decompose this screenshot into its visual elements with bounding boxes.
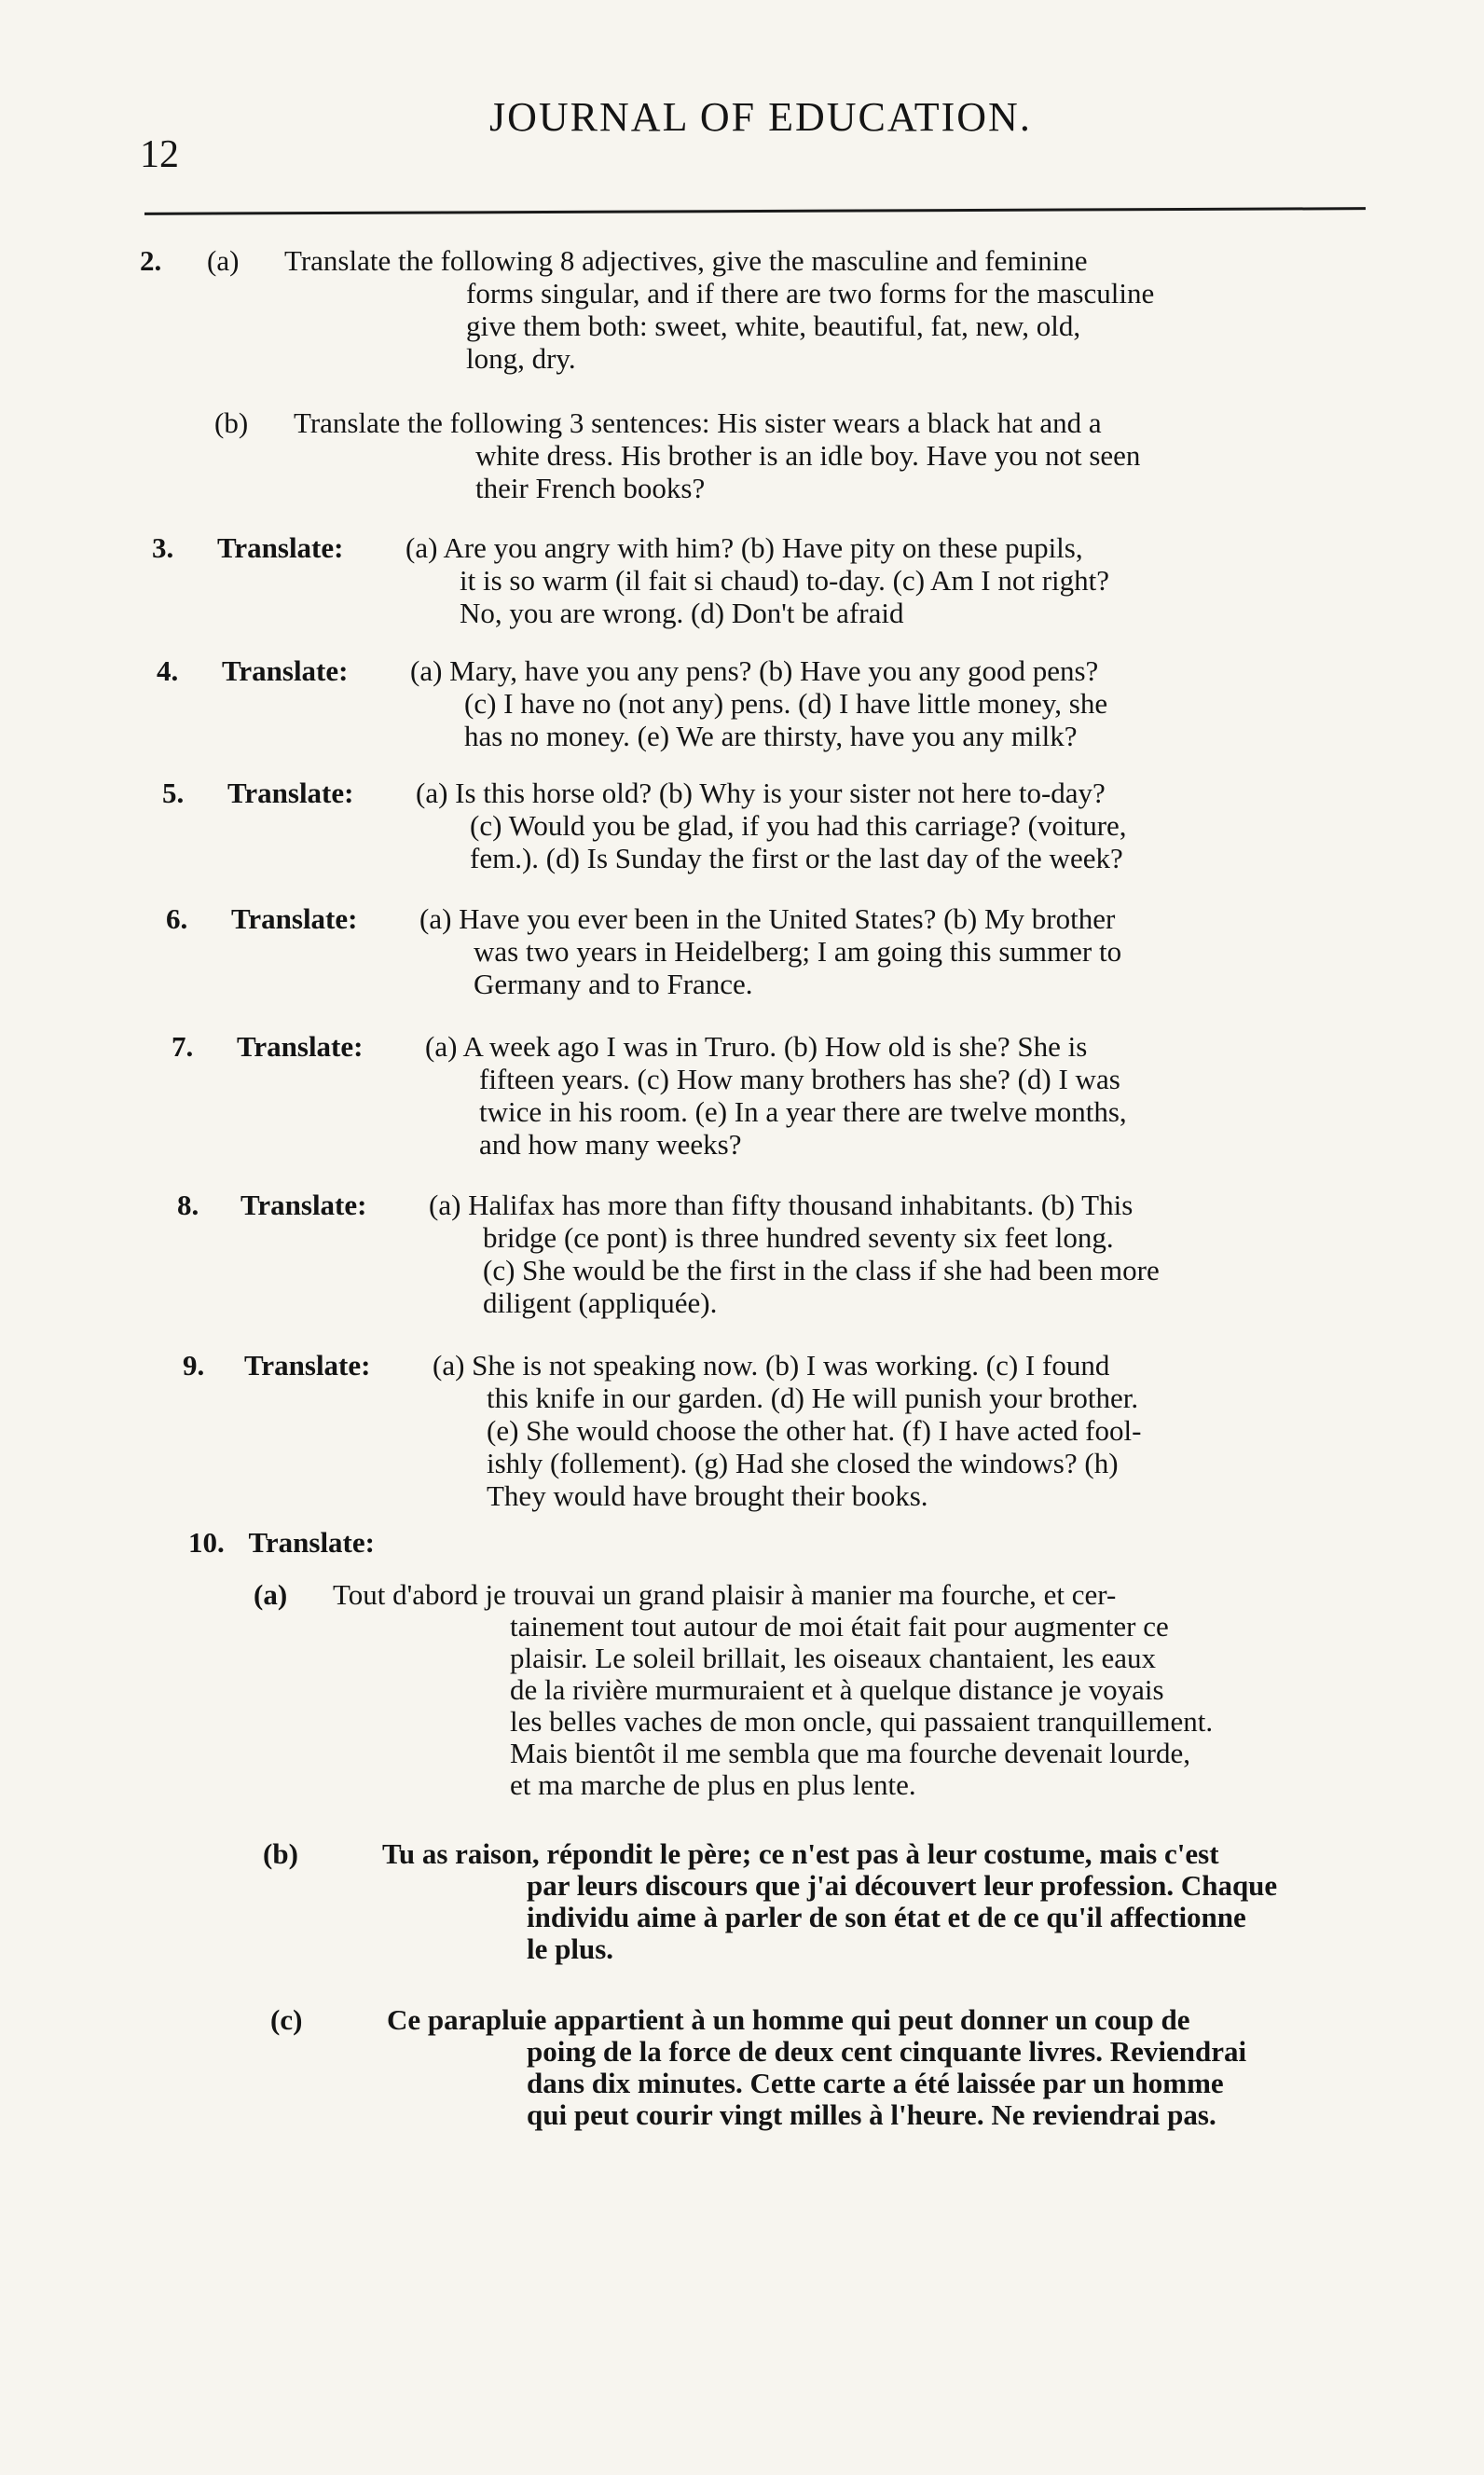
part-label: (c)	[270, 2003, 303, 2036]
translate-label: Translate:	[244, 1349, 371, 1382]
text-line: (a) She is not speaking now. (b) I was working. (c) I found	[433, 1349, 1110, 1382]
question-10	[188, 1526, 375, 1560]
translate-label: Translate:	[240, 1189, 367, 1221]
question-number: 6.	[166, 902, 188, 935]
question-text	[433, 1349, 1141, 1512]
passage-text	[333, 1579, 1213, 1801]
question-text	[284, 244, 1154, 375]
question-text	[410, 654, 1107, 752]
question-number: 4.	[157, 654, 179, 687]
passage-text	[382, 1838, 1277, 1965]
text-line: forms singular, and if there are two forms for the masculine	[466, 277, 1155, 309]
question-number: 9.	[183, 1349, 205, 1382]
journal-title: JOURNAL OF EDUCATION.	[489, 94, 1032, 140]
text-line: les belles vaches de mon oncle, qui passaient tranquillement.	[510, 1705, 1214, 1738]
text-line: (a) Is this horse old? (b) Why is your sister not here to-day?	[416, 777, 1106, 809]
text-line: par leurs discours que j'ai découvert leur profession. Chaque	[527, 1869, 1278, 1902]
question-text	[294, 406, 1140, 504]
text-line: tainement tout autour de moi était fait pour augmenter ce	[510, 1610, 1169, 1643]
page-number: 12	[140, 133, 179, 176]
text-line: qui peut courir vingt milles à l'heure. Ne reviendrai pas.	[527, 2098, 1216, 2131]
text-line: has no money. (e) We are thirsty, have you any milk?	[464, 720, 1078, 752]
text-line: Tu as raison, répondit le père; ce n'est pas à leur costume, mais c'est	[382, 1837, 1219, 1870]
header-rule	[144, 207, 1366, 215]
text-line: (a) Halifax has more than fifty thousand inhabitants. (b) This	[429, 1189, 1134, 1221]
question-text	[405, 531, 1109, 629]
translate-label: Translate:	[248, 1526, 375, 1559]
page-header	[140, 93, 1370, 177]
text-line: diligent (appliquée).	[483, 1286, 718, 1319]
text-line: plaisir. Le soleil brillait, les oiseaux chantaient, les eaux	[510, 1642, 1156, 1674]
text-line: long, dry.	[466, 342, 576, 375]
part-label: (b)	[263, 1837, 298, 1870]
question-text	[425, 1030, 1127, 1161]
passage-text	[387, 2004, 1246, 2131]
text-line: this knife in our garden. (d) He will punish your brother.	[487, 1382, 1139, 1414]
text-line: de la rivière murmuraient et à quelque distance je voyais	[510, 1673, 1164, 1706]
question-number: 7.	[172, 1030, 194, 1063]
part-label: (a)	[254, 1578, 288, 1611]
text-line: Mais bientôt il me sembla que ma fourche devenait lourde,	[510, 1737, 1190, 1769]
text-line: Translate the following 8 adjectives, give the masculine and feminine	[284, 244, 1088, 277]
text-line: fem.). (d) Is Sunday the first or the last day of the week?	[470, 842, 1123, 874]
text-line: Tout d'abord je trouvai un grand plaisir à manier ma fourche, et cer-	[333, 1578, 1117, 1611]
question-number: 8.	[177, 1189, 199, 1221]
text-line: (c) She would be the first in the class if she had been more	[483, 1254, 1160, 1286]
text-line: (a) Mary, have you any pens? (b) Have you any good pens?	[410, 654, 1099, 687]
text-line: it is so warm (il fait si chaud) to-day. (c) Am I not right?	[460, 564, 1110, 597]
text-line: ishly (follement). (g) Had she closed the windows? (h)	[487, 1447, 1119, 1479]
question-number: 10.	[188, 1526, 225, 1559]
text-line: (c) I have no (not any) pens. (d) I have little money, she	[464, 687, 1108, 720]
text-line: Ce parapluie appartient à un homme qui peut donner un coup de	[387, 2003, 1190, 2036]
text-line: was two years in Heidelberg; I am going this summer to	[474, 935, 1122, 968]
text-line: Translate the following 3 sentences: His sister wears a black hat and a	[294, 406, 1102, 439]
text-line: (a) A week ago I was in Truro. (b) How old is she? She is	[425, 1030, 1088, 1063]
text-line: et ma marche de plus en plus lente.	[510, 1768, 916, 1801]
text-line: bridge (ce pont) is three hundred seventy six feet long.	[483, 1221, 1114, 1254]
text-line: white dress. His brother is an idle boy. Have you not seen	[475, 439, 1141, 472]
question-number: 2.	[140, 244, 162, 277]
text-line: (a) Have you ever been in the United States? (b) My brother	[419, 902, 1116, 935]
translate-label: Translate:	[217, 531, 344, 564]
text-line: fifteen years. (c) How many brothers has she? (d) I was	[479, 1063, 1120, 1095]
part-label: (a)	[207, 244, 240, 277]
text-line: give them both: sweet, white, beautiful, fat, new, old,	[466, 309, 1081, 342]
question-number: 5.	[162, 777, 185, 809]
text-line: twice in his room. (e) In a year there are twelve months,	[479, 1095, 1127, 1128]
text-line: and how many weeks?	[479, 1128, 742, 1161]
text-line: poing de la force de deux cent cinquante livres. Reviendrai	[527, 2035, 1247, 2068]
text-line: their French books?	[475, 472, 706, 504]
text-line: (e) She would choose the other hat. (f) I have acted fool-	[487, 1414, 1142, 1447]
part-label: (b)	[214, 406, 249, 439]
question-text	[419, 902, 1121, 1000]
text-line: individu aime à parler de son état et de ce qu'il affectionne	[527, 1901, 1246, 1933]
text-line: Germany and to France.	[474, 968, 753, 1000]
text-line: They would have brought their books.	[487, 1479, 928, 1512]
translate-label: Translate:	[227, 777, 354, 809]
text-line: dans dix minutes. Cette carte a été laissée par un homme	[527, 2067, 1224, 2099]
translate-label: Translate:	[237, 1030, 364, 1063]
text-line: (a) Are you angry with him? (b) Have pity on these pupils,	[405, 531, 1083, 564]
translate-label: Translate:	[222, 654, 349, 687]
text-line: (c) Would you be glad, if you had this carriage? (voiture,	[470, 809, 1127, 842]
translate-label: Translate:	[231, 902, 358, 935]
text-line: le plus.	[527, 1932, 614, 1965]
question-text	[416, 777, 1127, 874]
question-number: 3.	[152, 531, 174, 564]
question-text	[429, 1189, 1160, 1319]
text-line: No, you are wrong. (d) Don't be afraid	[460, 597, 904, 629]
